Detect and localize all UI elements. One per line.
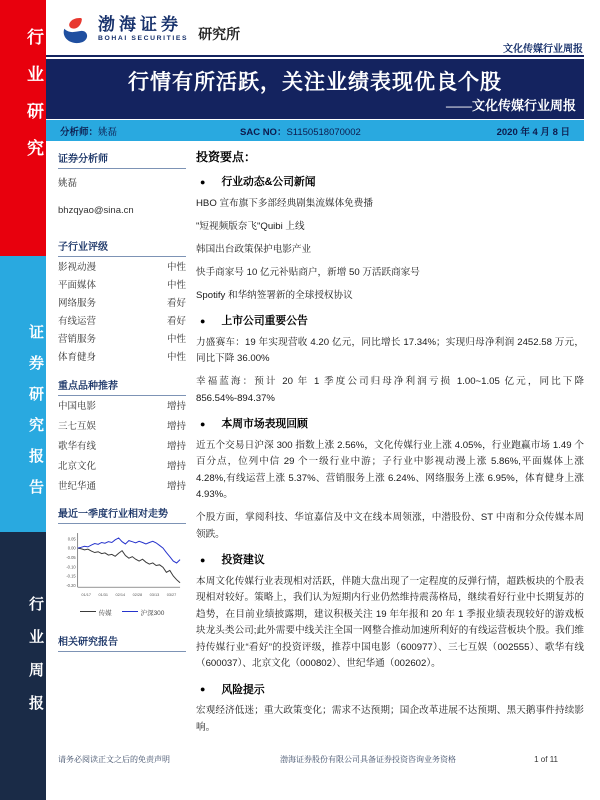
- section-header: [196, 313, 584, 328]
- bullet-icon: ●: [200, 176, 206, 187]
- section-header: [196, 416, 584, 431]
- section-header: [196, 552, 584, 567]
- pick-rating: 增持: [166, 480, 186, 492]
- trend-chart-section: [58, 505, 186, 617]
- sidebar-weekly-report: [0, 532, 46, 800]
- rating-name: 有线运营: [58, 316, 97, 327]
- rating-row: [58, 281, 186, 291]
- pick-rating: 增持: [166, 420, 186, 432]
- section-investment-advice: [196, 552, 584, 673]
- pick-name: 世纪华通: [58, 480, 97, 492]
- y-tick-label: -0.10: [66, 564, 76, 570]
- section-paragraph: 幸福蓝海：预计 20 年 1 季度公司归母净利润亏损 1.00~1.05 亿元，同比下降 856.54%-894.37%: [196, 376, 584, 404]
- section-title: 上市公司重要公告: [221, 315, 308, 327]
- report-date: 2020 年 4 月 8 日: [496, 126, 570, 138]
- pick-rating: 增持: [166, 440, 186, 452]
- report-title: 行情有所活跃，关注业绩表现优良个股: [128, 70, 502, 94]
- report-subtitle: ——文化传媒行业周报: [445, 98, 576, 113]
- footer-disclaimer: 请务必阅读正文之后的免责声明: [58, 755, 170, 764]
- section-paragraph: 本周文化传媒行业表现相对活跃，伴随大盘出现了一定程度的反弹行情，超跌板块的个股表现相对较好。策略上，我们认为短期内行业仍然维持震荡格局，继续看好行业中长期复苏的趋势，在目前业绩披露期，建议积极关注 19 年年报和 20 年 1 季报业绩表现较好的游戏板块龙头类公司;此外需要中线关注全国一网整合推动加速所利好的有线运营板块个股。我们维持传媒行业“看好”的投资评级，推荐中国电影（600977）、三七互娱（002555）、歌华有线（600037）、北京文化（000802）、世纪华通（002602）。: [196, 575, 584, 669]
- footer-qualification: 渤海证券股份有限公司具备证券投资咨询业务资格: [280, 755, 456, 764]
- bullet-icon: ●: [200, 554, 206, 565]
- bohai-swoosh-icon: [60, 16, 92, 48]
- trend-chart-svg: [58, 530, 184, 604]
- pick-name: 北京文化: [58, 460, 97, 472]
- analyst-info-bar: [46, 120, 584, 141]
- rating-name: 平面媒体: [58, 280, 97, 291]
- legend-item: 沪深300: [122, 608, 165, 617]
- section-paragraph: 力盛赛车：19 年实现营收 4.20 亿元，同比增长 17.34%；实现归母净利润 2452.58 万元，同比下降 36.00%: [196, 336, 584, 364]
- section-paragraph: 近五个交易日沪深 300 指数上涨 2.56%，文化传媒行业上涨 4.05%，行业跑赢市场 1.49 个百分点，位列中信 29 个一级行业中游；子行业中影视动漫上涨 5.86%,平面媒体上涨 4.28%,有线运营上涨 5.37%、营销服务上涨 6.24%、网络服务上涨 6.95%，体育健身上涨 4.93%。: [196, 439, 584, 500]
- section-paragraph: 快手商家号 10 亿元补贴商户，新增 50 万活跃商家号: [196, 266, 420, 278]
- section-market-review: [196, 416, 584, 543]
- rating-name: 营销服务: [58, 334, 97, 345]
- bullet-icon: ●: [200, 684, 206, 694]
- y-tick-label: 0.05: [67, 536, 76, 542]
- x-tick-label: 02/14: [115, 593, 126, 598]
- rating-name: 网络服务: [58, 298, 97, 309]
- chart-section-title: 最近一季度行业相对走势: [58, 505, 186, 524]
- section-header: [196, 174, 584, 189]
- section-title: 风险提示: [221, 683, 265, 696]
- page-number: 1 of 11: [534, 755, 558, 764]
- section-header: [196, 682, 584, 697]
- rating-row: [58, 263, 186, 273]
- ratings-section-title: 子行业评级: [58, 238, 186, 257]
- brand-name-en: BOHAI SECURITIES: [98, 35, 189, 42]
- pick-row: [58, 442, 186, 452]
- bullet-icon: ●: [200, 418, 206, 429]
- pick-name: 歌华有线: [58, 440, 97, 452]
- section-industry-news: [196, 174, 584, 304]
- legend-swatch: [80, 611, 96, 612]
- left-sidebar-column: [58, 150, 186, 666]
- brand-text: [98, 16, 188, 42]
- pick-row: [58, 422, 186, 432]
- pick-row: [58, 482, 186, 492]
- rating-name: 影视动漫: [58, 262, 97, 273]
- brand-logo: [60, 16, 240, 48]
- x-tick-label: 01/31: [98, 593, 109, 598]
- rating-row: [58, 299, 186, 309]
- rating-value: 中性: [166, 352, 186, 363]
- section-paragraph: 宏观经济低迷；重大政策变化；需求不达预期；国企改革进展不达预期、黑天鹅事件持续影响。: [196, 705, 584, 733]
- analyst-section-title: 证券分析师: [58, 150, 186, 169]
- x-tick-label: 03/13: [149, 593, 160, 598]
- section-paragraph: "短视频版奈飞"Quibi 上线: [196, 220, 305, 232]
- analyst-field: [60, 124, 240, 138]
- main-content-column: [196, 148, 584, 743]
- x-tick-label: 02/28: [132, 593, 143, 598]
- y-tick-label: -0.05: [66, 554, 76, 560]
- analyst-email-link[interactable]: bhzqyao@sina.cn: [58, 205, 134, 216]
- related-reports-title: 相关研究报告: [58, 633, 186, 652]
- sac-field: [240, 124, 460, 138]
- rating-value: 中性: [166, 280, 186, 291]
- rating-value: 中性: [166, 262, 186, 273]
- legend-item: 传媒: [80, 608, 112, 617]
- series-传媒: [78, 548, 180, 583]
- rating-value: 中性: [166, 334, 186, 345]
- pick-name: 中国电影: [58, 400, 97, 412]
- sidebar-mid-label: 证券研究报告: [27, 324, 44, 510]
- section-risk-warning: [196, 682, 584, 737]
- section-title: 投资建议: [221, 554, 265, 566]
- rating-row: [58, 317, 186, 327]
- bullet-icon: ●: [200, 315, 206, 326]
- title-banner: [46, 59, 584, 119]
- related-reports-section: [58, 633, 186, 652]
- analyst-section: [58, 150, 186, 216]
- research-institute-label: 研究所: [198, 26, 241, 42]
- trend-chart: [58, 530, 186, 617]
- trend-chart-legend: [58, 608, 186, 617]
- rating-value: 看好: [166, 316, 186, 327]
- pick-name: 三七互娱: [58, 420, 97, 432]
- sidebar-bottom-label: 行业周报: [27, 596, 44, 728]
- pick-row: [58, 402, 186, 412]
- analyst-name: 姚磊: [98, 126, 118, 138]
- sidebar-top-label: 行业研究: [24, 28, 43, 176]
- pick-rating: 增持: [166, 400, 186, 412]
- section-company-announcements: [196, 313, 584, 407]
- section-paragraph: HBO 宣布旗下多部经典剧集流媒体免费播: [196, 197, 373, 209]
- y-tick-label: 0.00: [67, 545, 76, 551]
- rating-row: [58, 335, 186, 345]
- section-paragraph: 个股方面，掌阅科技、华谊嘉信及中文在线本周领涨，中潜股份、ST 中南和分众传媒本周领跌。: [196, 512, 584, 540]
- legend-swatch: [122, 611, 138, 612]
- section-paragraph: 韩国出台政策保护电影产业: [196, 243, 312, 255]
- section-title: 行业动态&公司新闻: [221, 176, 316, 188]
- x-tick-label: 01/17: [81, 593, 92, 598]
- page-footer: [58, 754, 558, 765]
- y-tick-label: -0.15: [66, 573, 76, 579]
- subindustry-ratings-section: [58, 238, 186, 363]
- pick-rating: 增持: [166, 460, 186, 472]
- key-points-heading: 投资要点：: [196, 150, 257, 164]
- key-picks-section: [58, 377, 186, 492]
- analyst-label: 分析师：: [60, 126, 99, 138]
- sac-number: S1150518070002: [286, 126, 361, 138]
- picks-section-title: 重点品种推荐: [58, 377, 186, 396]
- analyst-section-name: 姚磊: [58, 178, 78, 189]
- y-tick-label: -0.20: [66, 582, 76, 588]
- section-title: 本周市场表现回顾: [221, 418, 308, 430]
- section-paragraph: Spotify 和华纳签署新的全球授权协议: [196, 289, 353, 301]
- rating-row: [58, 353, 186, 363]
- rating-name: 体育健身: [58, 352, 97, 363]
- series-沪深300: [78, 538, 180, 563]
- sidebar-industry-research: [0, 0, 46, 256]
- sac-label: SAC NO：: [240, 126, 287, 138]
- sidebar-securities-report: [0, 256, 46, 532]
- pick-row: [58, 462, 186, 472]
- rating-value: 看好: [166, 298, 186, 309]
- brand-name-cn: 渤海证券: [98, 15, 182, 34]
- header-divider: [46, 55, 584, 57]
- report-series-label: 文化传媒行业周报: [503, 44, 583, 55]
- x-tick-label: 03/27: [166, 593, 177, 598]
